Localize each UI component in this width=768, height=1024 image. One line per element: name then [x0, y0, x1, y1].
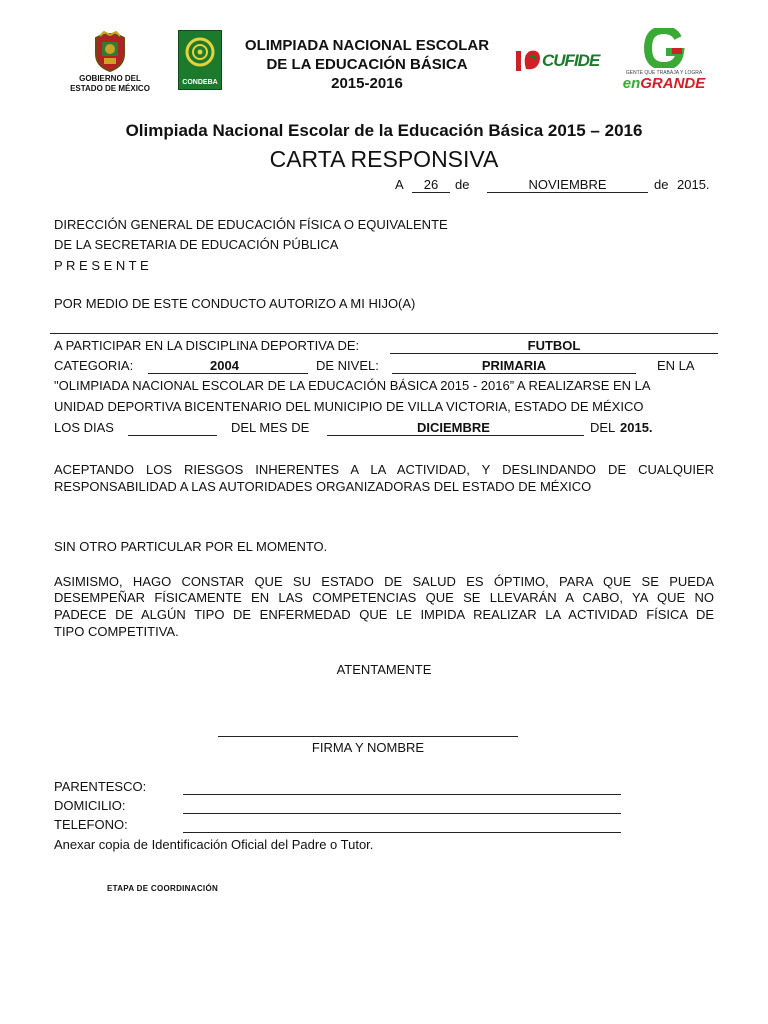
header-title	[222, 36, 512, 93]
month-value: DICIEMBRE	[417, 420, 490, 435]
month-line	[327, 435, 584, 436]
addressee-line1: DIRECCIÓN GENERAL DE EDUCACIÓN FÍSICA O EQUIVALENTE	[54, 217, 448, 232]
doc-title: CARTA RESPONSIVA	[269, 146, 499, 172]
cufide-logo	[514, 45, 608, 77]
condeba-logo	[178, 30, 222, 90]
child-name-line	[50, 333, 718, 334]
header-title-line1: OLIMPIADA NACIONAL ESCOLAR	[244, 37, 490, 54]
olympiad-line: "OLIMPIADA NACIONAL ESCOLAR DE LA EDUCACIÓN BÁSICA 2015 - 2016” A REALIZARSE EN LA	[54, 378, 651, 393]
signature-caption: FIRMA Y NOMBRE	[311, 740, 425, 755]
category-value: 2004	[210, 358, 239, 373]
category-line	[148, 373, 308, 374]
engrande-grande: GRANDE	[640, 75, 706, 92]
gobierno-edomex-logo	[60, 30, 160, 96]
intro-text: POR MEDIO DE ESTE CONDUCTO AUTORIZO A MI HIJO(A)	[54, 296, 416, 311]
condeba-emblem-icon	[179, 33, 221, 75]
atentamente: ATENTAMENTE	[336, 662, 432, 677]
doc-subtitle: Olimpiada Nacional Escolar de la Educación Básica 2015 – 2016	[125, 121, 643, 140]
date-day-line	[412, 192, 450, 193]
days-label: LOS DIAS	[54, 420, 114, 435]
address-line	[183, 813, 621, 814]
relationship-line	[183, 794, 621, 795]
discipline-value: FUTBOL	[527, 338, 581, 353]
en-la-text: EN LA	[657, 358, 695, 373]
risks-line2: RESPONSABILIDAD A LAS AUTORIDADES ORGANIZADORAS DEL ESTADO DE MÉXICO	[54, 479, 592, 494]
gov-logo-line2: ESTADO DE MÉXICO	[70, 84, 150, 93]
engrande-wordmark	[618, 76, 710, 92]
address-label: DOMICILIO:	[54, 798, 126, 813]
date-month: NOVIEMBRE	[528, 177, 607, 192]
health-line2: DESEMPEÑAR FÍSICAMENTE EN LAS COMPETENCIAS QUE SE LLEVARÁN A CABO, YA QUE NO	[54, 590, 714, 605]
engrande-en: en	[622, 75, 641, 92]
phone-line	[183, 832, 621, 833]
category-label: CATEGORIA:	[54, 358, 134, 373]
health-line3: PADECE DE ALGÚN TIPO DE ENFERMEDAD QUE LE IMPIDA REALIZAR LA ACTIVIDAD FÍSICA DE	[54, 607, 714, 622]
closing-text: SIN OTRO PARTICULAR POR EL MOMENTO.	[54, 539, 328, 554]
health-line1: ASIMISMO, HAGO CONSTAR QUE SU ESTADO DE SALUD ES ÓPTIMO, PARA QUE SE PUEDA	[54, 574, 714, 589]
attachment-note: Anexar copia de Identificación Oficial del Padre o Tutor.	[54, 837, 374, 852]
cufide-text: CUFIDE	[542, 51, 600, 70]
addressee-presente: P R E S E N T E	[54, 258, 149, 273]
del-label: DEL	[590, 420, 616, 435]
engrande-tagline: GENTE QUE TRABAJA Y LOGRA	[625, 70, 703, 76]
venue-line: UNIDAD DEPORTIVA BICENTENARIO DEL MUNICIPIO DE VILLA VICTORIA, ESTADO DE MÉXICO	[54, 399, 644, 414]
engrande-g-icon	[638, 28, 688, 68]
condeba-label: CONDEBA	[182, 79, 218, 86]
discipline-line	[390, 353, 718, 354]
state-shield-icon	[90, 30, 130, 72]
header-title-line2: DE LA EDUCACIÓN BÁSICA	[266, 56, 468, 73]
level-label: DE NIVEL:	[316, 358, 379, 373]
level-line	[392, 373, 636, 374]
date-de1: de	[455, 177, 470, 192]
relationship-label: PARENTESCO:	[54, 779, 147, 794]
date-day: 26	[423, 177, 439, 192]
gov-logo-line1: GOBIERNO DEL	[79, 74, 141, 83]
date-year: 2015.	[677, 177, 710, 192]
cufide-mark-icon	[514, 45, 544, 77]
health-line4: TIPO COMPETITIVA.	[54, 624, 179, 639]
engrande-logo	[618, 28, 710, 94]
coordination-stage: ETAPA DE COORDINACIÓN	[107, 884, 219, 893]
level-value: PRIMARIA	[481, 358, 547, 373]
phone-label: TELEFONO:	[54, 817, 128, 832]
discipline-label: A PARTICIPAR EN LA DISCIPLINA DEPORTIVA DE:	[54, 338, 360, 353]
risks-line1: ACEPTANDO LOS RIESGOS INHERENTES A LA ACTIVIDAD, Y DESLINDANDO DE CUALQUIER	[54, 462, 714, 477]
date-a: A	[395, 177, 404, 192]
date-de2: de	[654, 177, 669, 192]
del-year: 2015.	[620, 420, 653, 435]
signature-line	[218, 736, 518, 737]
days-line	[128, 435, 217, 436]
addressee-line2: DE LA SECRETARIA DE EDUCACIÓN PÚBLICA	[54, 237, 339, 252]
header-title-line3: 2015-2016	[331, 75, 403, 92]
date-month-line	[487, 192, 648, 193]
month-label: DEL MES DE	[231, 420, 310, 435]
